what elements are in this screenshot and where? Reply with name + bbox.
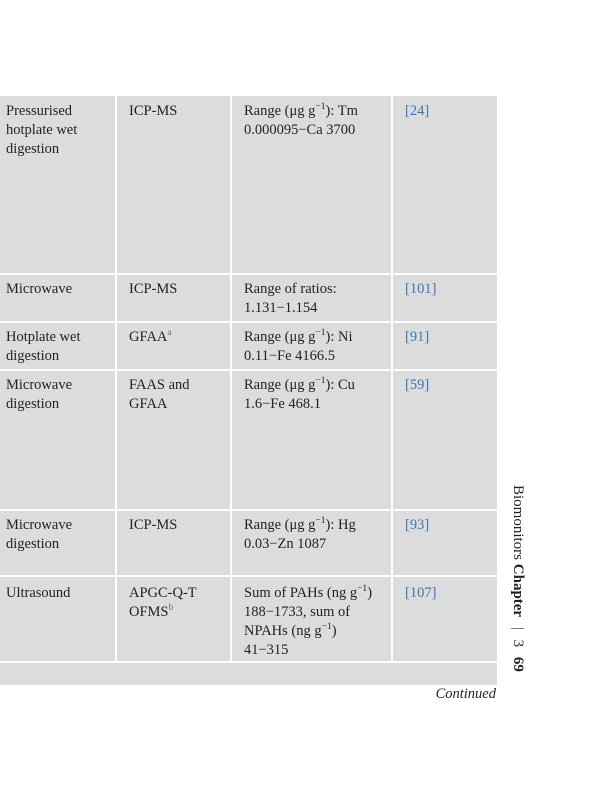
- row-divider: [0, 369, 497, 371]
- table-cell-method: Microwave digestion: [6, 377, 73, 412]
- table-cell-method: Pressurised hotplate wet digestion: [6, 103, 78, 157]
- reference-link[interactable]: [101]: [405, 281, 437, 297]
- continued-label: Continued: [435, 686, 496, 702]
- reference-link[interactable]: [24]: [405, 103, 430, 119]
- table-cell-result: Range of ratios: 1.131−1.154: [244, 281, 337, 316]
- footnote-marker[interactable]: a: [167, 328, 172, 339]
- running-head-separator: |: [510, 626, 526, 630]
- row-divider: [0, 509, 497, 511]
- column-divider: [230, 96, 232, 663]
- running-head: [509, 485, 527, 672]
- table-cell-result: Range (μg $g^{-1}$): Cu 1.6−Fe 468.1: [244, 376, 355, 412]
- table-cell-result: Sum of PAHs (ng $g^{-1}$) 188−1733, sum of NPAHs (ng $g^{-1}$) 41−315: [244, 584, 373, 658]
- table-cell-technique: ICP-MS: [129, 103, 178, 119]
- running-head-chapter: Chapter: [510, 563, 526, 618]
- data-table: [0, 96, 497, 685]
- column-divider: [115, 96, 117, 663]
- table-cell-technique: ICP-MS: [129, 517, 178, 533]
- table-cell-technique: ICP-MS: [129, 281, 178, 297]
- table-cell-method: Hotplate wet digestion: [6, 329, 81, 364]
- table-cell-technique: FAAS and GFAA: [129, 377, 190, 412]
- row-divider: [0, 273, 497, 275]
- table-cell-method: Microwave: [6, 281, 73, 297]
- table-cell-method: Ultrasound: [6, 585, 71, 601]
- reference-link[interactable]: [107]: [405, 585, 437, 601]
- table-cell-technique: GFAA$^a$: [129, 328, 172, 345]
- reference-link[interactable]: [93]: [405, 517, 430, 533]
- row-divider: [0, 661, 497, 663]
- running-head-title: Biomonitors: [510, 485, 526, 561]
- row-divider: [0, 575, 497, 577]
- row-divider: [0, 321, 497, 323]
- running-head-chapter-number: 3: [510, 639, 526, 648]
- reference-link[interactable]: [59]: [405, 377, 430, 393]
- table-cell-result: Range (μg $g^{-1}$): Tm 0.000095−Ca 3700: [244, 102, 358, 138]
- table-cell-method: Microwave digestion: [6, 517, 73, 552]
- footnote-marker[interactable]: b: [168, 603, 174, 614]
- reference-link[interactable]: [91]: [405, 329, 430, 345]
- table-cell-result: Range (μg $g^{-1}$): Ni 0.11−Fe 4166.5: [244, 328, 353, 364]
- page-number: 69: [510, 656, 526, 672]
- table-cell-result: Range (μg $g^{-1}$): Hg 0.03−Zn 1087: [244, 516, 356, 552]
- table-cell-technique: APGC-Q-TOFMS$^b$: [129, 585, 197, 620]
- column-divider: [391, 96, 393, 663]
